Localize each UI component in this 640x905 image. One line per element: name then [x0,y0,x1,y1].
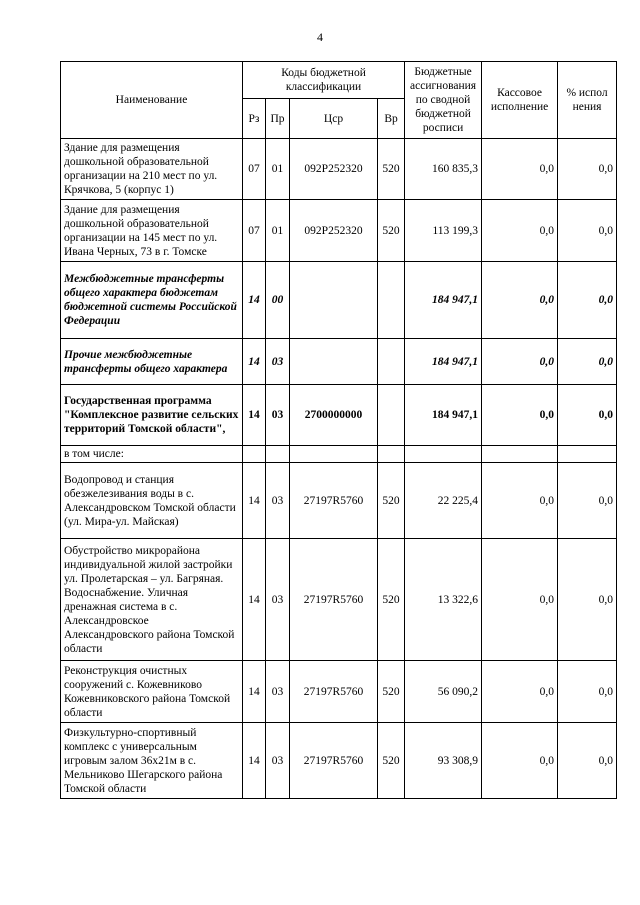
page-number: 4 [317,30,323,44]
row-amount: 184 947,1 [405,339,482,385]
row-vr [378,446,405,463]
row-pct: 0,0 [558,200,617,262]
row-name: Здание для размещения дошкольной образовательной организации на 145 мест по ул. Ивана Черных, 73 в г. Томске [61,200,243,262]
row-pct: 0,0 [558,661,617,723]
row-amount: 22 225,4 [405,463,482,539]
row-csr [290,339,378,385]
row-cash: 0,0 [482,139,558,200]
row-name: Государственная программа "Комплексное развитие сельских территорий Томской области", [61,385,243,446]
row-amount: 184 947,1 [405,385,482,446]
row-amount: 160 835,3 [405,139,482,200]
row-amount: 113 199,3 [405,200,482,262]
row-pr: 03 [266,539,290,661]
row-amount [405,446,482,463]
row-name: Водопровод и станция обезжелезивания воды в с. Александровском Томской области (ул. Мира-ул. Майская) [61,463,243,539]
table-row [61,200,617,262]
row-amount: 93 308,9 [405,723,482,799]
row-name: Обустройство микрорайона индивидуальной жилой застройки ул. Пролетарская – ул. Багряная. Водоснабжение. Уличная дренажная система в с. Александровское Александровского района Томской области [61,539,243,661]
row-amount: 13 322,6 [405,539,482,661]
row-pct: 0,0 [558,539,617,661]
table-row [61,446,617,463]
row-pr: 00 [266,262,290,339]
row-csr: 092P252320 [290,200,378,262]
row-csr: 27197R5760 [290,539,378,661]
header-pr: Пр [266,99,290,139]
row-cash: 0,0 [482,262,558,339]
row-vr: 520 [378,200,405,262]
row-rz: 07 [243,200,266,262]
row-rz: 14 [243,539,266,661]
row-name: Межбюджетные трансферты общего характера бюджетам бюджетной системы Российской Федерации [61,262,243,339]
row-rz: 14 [243,661,266,723]
row-csr: 27197R5760 [290,661,378,723]
budget-table [60,61,617,799]
table-row [61,539,617,661]
row-cash: 0,0 [482,723,558,799]
row-cash: 0,0 [482,463,558,539]
row-rz: 14 [243,385,266,446]
row-name: Прочие межбюджетные трансферты общего характера [61,339,243,385]
row-pct: 0,0 [558,139,617,200]
row-rz [243,446,266,463]
row-pct [558,446,617,463]
row-pr: 01 [266,200,290,262]
header-percent: % испол нения [558,62,617,139]
table-row [61,262,617,339]
row-pr: 03 [266,385,290,446]
table-row [61,339,617,385]
row-vr [378,262,405,339]
row-pct: 0,0 [558,723,617,799]
table-row [61,661,617,723]
row-pr: 03 [266,339,290,385]
header-cash: Кассовое исполнение [482,62,558,139]
row-cash [482,446,558,463]
row-cash: 0,0 [482,385,558,446]
row-pct: 0,0 [558,463,617,539]
row-vr: 520 [378,661,405,723]
header-csr: Цср [290,99,378,139]
row-rz: 14 [243,463,266,539]
row-pr: 03 [266,661,290,723]
row-rz: 14 [243,723,266,799]
row-name: Физкультурно-спортивный комплекс с универсальным игровым залом 36х21м в с. Мельниково Шегарского района Томской области [61,723,243,799]
row-csr [290,446,378,463]
row-pct: 0,0 [558,385,617,446]
table-row [61,723,617,799]
table-row [61,385,617,446]
row-csr [290,262,378,339]
header-codes: Коды бюджетной классификации [243,62,405,99]
row-rz: 14 [243,339,266,385]
row-pct: 0,0 [558,339,617,385]
row-name: Реконструкция очистных сооружений с. Кожевниково Кожевниковского района Томской области [61,661,243,723]
row-csr: 27197R5760 [290,463,378,539]
row-amount: 184 947,1 [405,262,482,339]
header-rz: Рз [243,99,266,139]
row-csr: 2700000000 [290,385,378,446]
row-vr: 520 [378,539,405,661]
row-cash: 0,0 [482,539,558,661]
row-pr [266,446,290,463]
header-allocations: Бюджетные ассигнования по сводной бюджетной росписи [405,62,482,139]
row-pr: 03 [266,463,290,539]
row-pct: 0,0 [558,262,617,339]
header-vr: Вр [378,99,405,139]
row-cash: 0,0 [482,661,558,723]
row-amount: 56 090,2 [405,661,482,723]
row-rz: 14 [243,262,266,339]
row-vr [378,339,405,385]
row-vr [378,385,405,446]
row-cash: 0,0 [482,339,558,385]
row-pr: 03 [266,723,290,799]
row-name: в том числе: [61,446,243,463]
row-cash: 0,0 [482,200,558,262]
row-rz: 07 [243,139,266,200]
header-name: Наименование [61,62,243,139]
row-vr: 520 [378,723,405,799]
table-row [61,139,617,200]
row-vr: 520 [378,463,405,539]
row-pr: 01 [266,139,290,200]
row-csr: 27197R5760 [290,723,378,799]
table-row [61,463,617,539]
row-vr: 520 [378,139,405,200]
row-csr: 092P252320 [290,139,378,200]
row-name: Здание для размещения дошкольной образовательной организации на 210 мест по ул. Крячкова, 5 (корпус 1) [61,139,243,200]
